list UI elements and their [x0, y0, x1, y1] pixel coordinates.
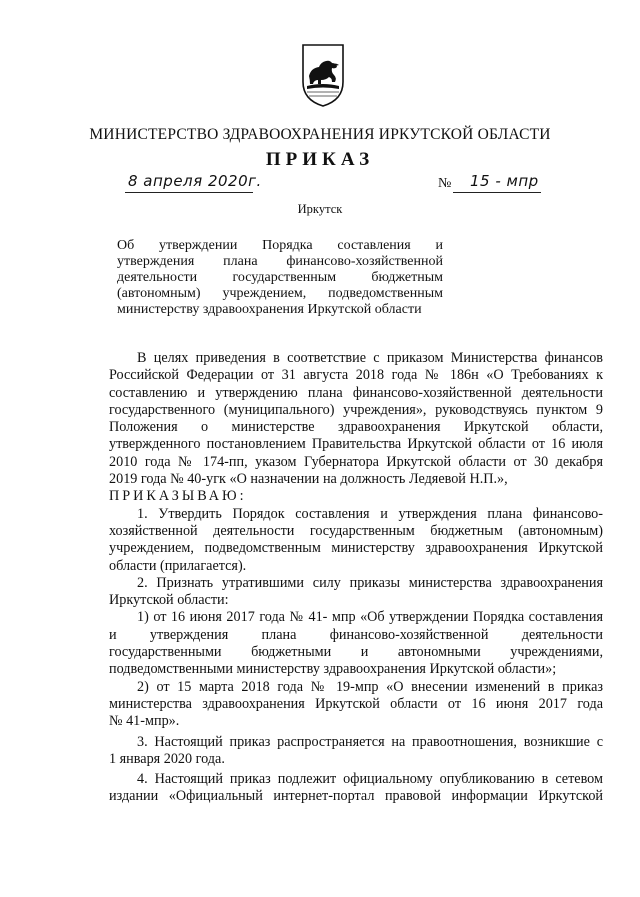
subject-line: Об утверждении Порядка составления и — [117, 238, 443, 253]
item-2-line: Иркутской области: — [109, 592, 229, 609]
item-4-line: 4. Настоящий приказ подлежит официальному опубликованию в сетевом — [137, 771, 603, 788]
subject-line: утверждения плана финансово-хозяйственной — [117, 254, 443, 269]
item-1-line: 1. Утвердить Порядок составления и утверждения плана финансово- — [137, 505, 603, 522]
item-2-2-line: № 41-мпр». — [109, 713, 180, 730]
document-type: ПРИКАЗ — [265, 149, 375, 170]
item-1-line: хозяйственной деятельности государственным бюджетным (автономным) — [109, 522, 603, 539]
item-3-line: 3. Настоящий приказ распространяется на правоотношения, возникшие с — [137, 733, 603, 750]
order-command: ПРИКАЗЫВАЮ: — [109, 488, 247, 505]
item-2-1-line: и утверждения плана финансово-хозяйственной деятельности — [109, 626, 603, 643]
item-2-1-line: государственными бюджетными и автономными учреждениями, — [109, 644, 603, 661]
subject-line: министерству здравоохранения Иркутской области — [117, 302, 422, 317]
item-2-2-line: министерства здравоохранения Иркутской области от 16 июня 2017 года — [109, 695, 603, 712]
number-underline — [453, 192, 541, 193]
city-name: Иркутск — [297, 202, 343, 216]
preamble-line: Российской Федерации от 31 августа 2018 года № 186н «О Требованиях к — [109, 367, 603, 384]
handwritten-date: 8 апреля 2020г. — [128, 172, 262, 190]
preamble-line: государственного (муниципального) учреждения», руководствуясь пунктом 9 — [109, 401, 603, 418]
item-2-2-line: 2) от 15 марта 2018 года № 19-мпр «О внесении изменений в приказ — [137, 678, 603, 695]
order-subject — [117, 238, 443, 318]
preamble-line: составлению и утверждению плана финансово-хозяйственной деятельности — [109, 384, 603, 401]
preamble-line: В целях приведения в соответствие с приказом Министерства финансов — [137, 350, 603, 366]
preamble-line: утвержденного постановлением Правительства Иркутской области от 16 июля — [109, 436, 603, 453]
number-label: № — [438, 176, 452, 191]
order-body — [109, 350, 603, 806]
item-2-line: 2. Признать утратившими силу приказы министерства здравоохранения — [137, 574, 603, 591]
item-1-line: области (прилагается). — [109, 557, 247, 574]
item-2-1-line: 1) от 16 июня 2017 года № 41- мпр «Об утверждении Порядка составления — [137, 609, 603, 626]
item-1-line: учреждением, подведомственным министерству здравоохранения Иркутской — [109, 540, 603, 557]
preamble-line: 2019 года № 40-угк «О назначении на должность Ледяевой Н.П.», — [109, 471, 508, 488]
item-3-line: 1 января 2020 года. — [109, 750, 225, 767]
subject-line: (автономным) учреждением, подведомственным — [117, 286, 443, 301]
preamble-line: 2010 года № 174-пп, указом Губернатора Иркутской области от 30 декабря — [109, 453, 603, 470]
date-underline — [125, 192, 253, 193]
ministry-title: МИНИСТЕРСТВО ЗДРАВООХРАНЕНИЯ ИРКУТСКОЙ ОБЛАСТИ — [89, 126, 551, 143]
irkutsk-coat-of-arms-icon — [299, 42, 347, 108]
item-4-line: издании «Официальный интернет-портал правовой информации Иркутской — [109, 788, 603, 805]
item-2-1-line: подведомственными министерству здравоохранения Иркутской области»; — [109, 661, 557, 678]
handwritten-number: 15 - мпр — [470, 172, 539, 190]
preamble-line: Положения о министерстве здравоохранения Иркутской области, — [109, 419, 603, 436]
subject-line: деятельности государственным бюджетным — [117, 270, 443, 285]
coat-of-arms — [299, 42, 347, 108]
